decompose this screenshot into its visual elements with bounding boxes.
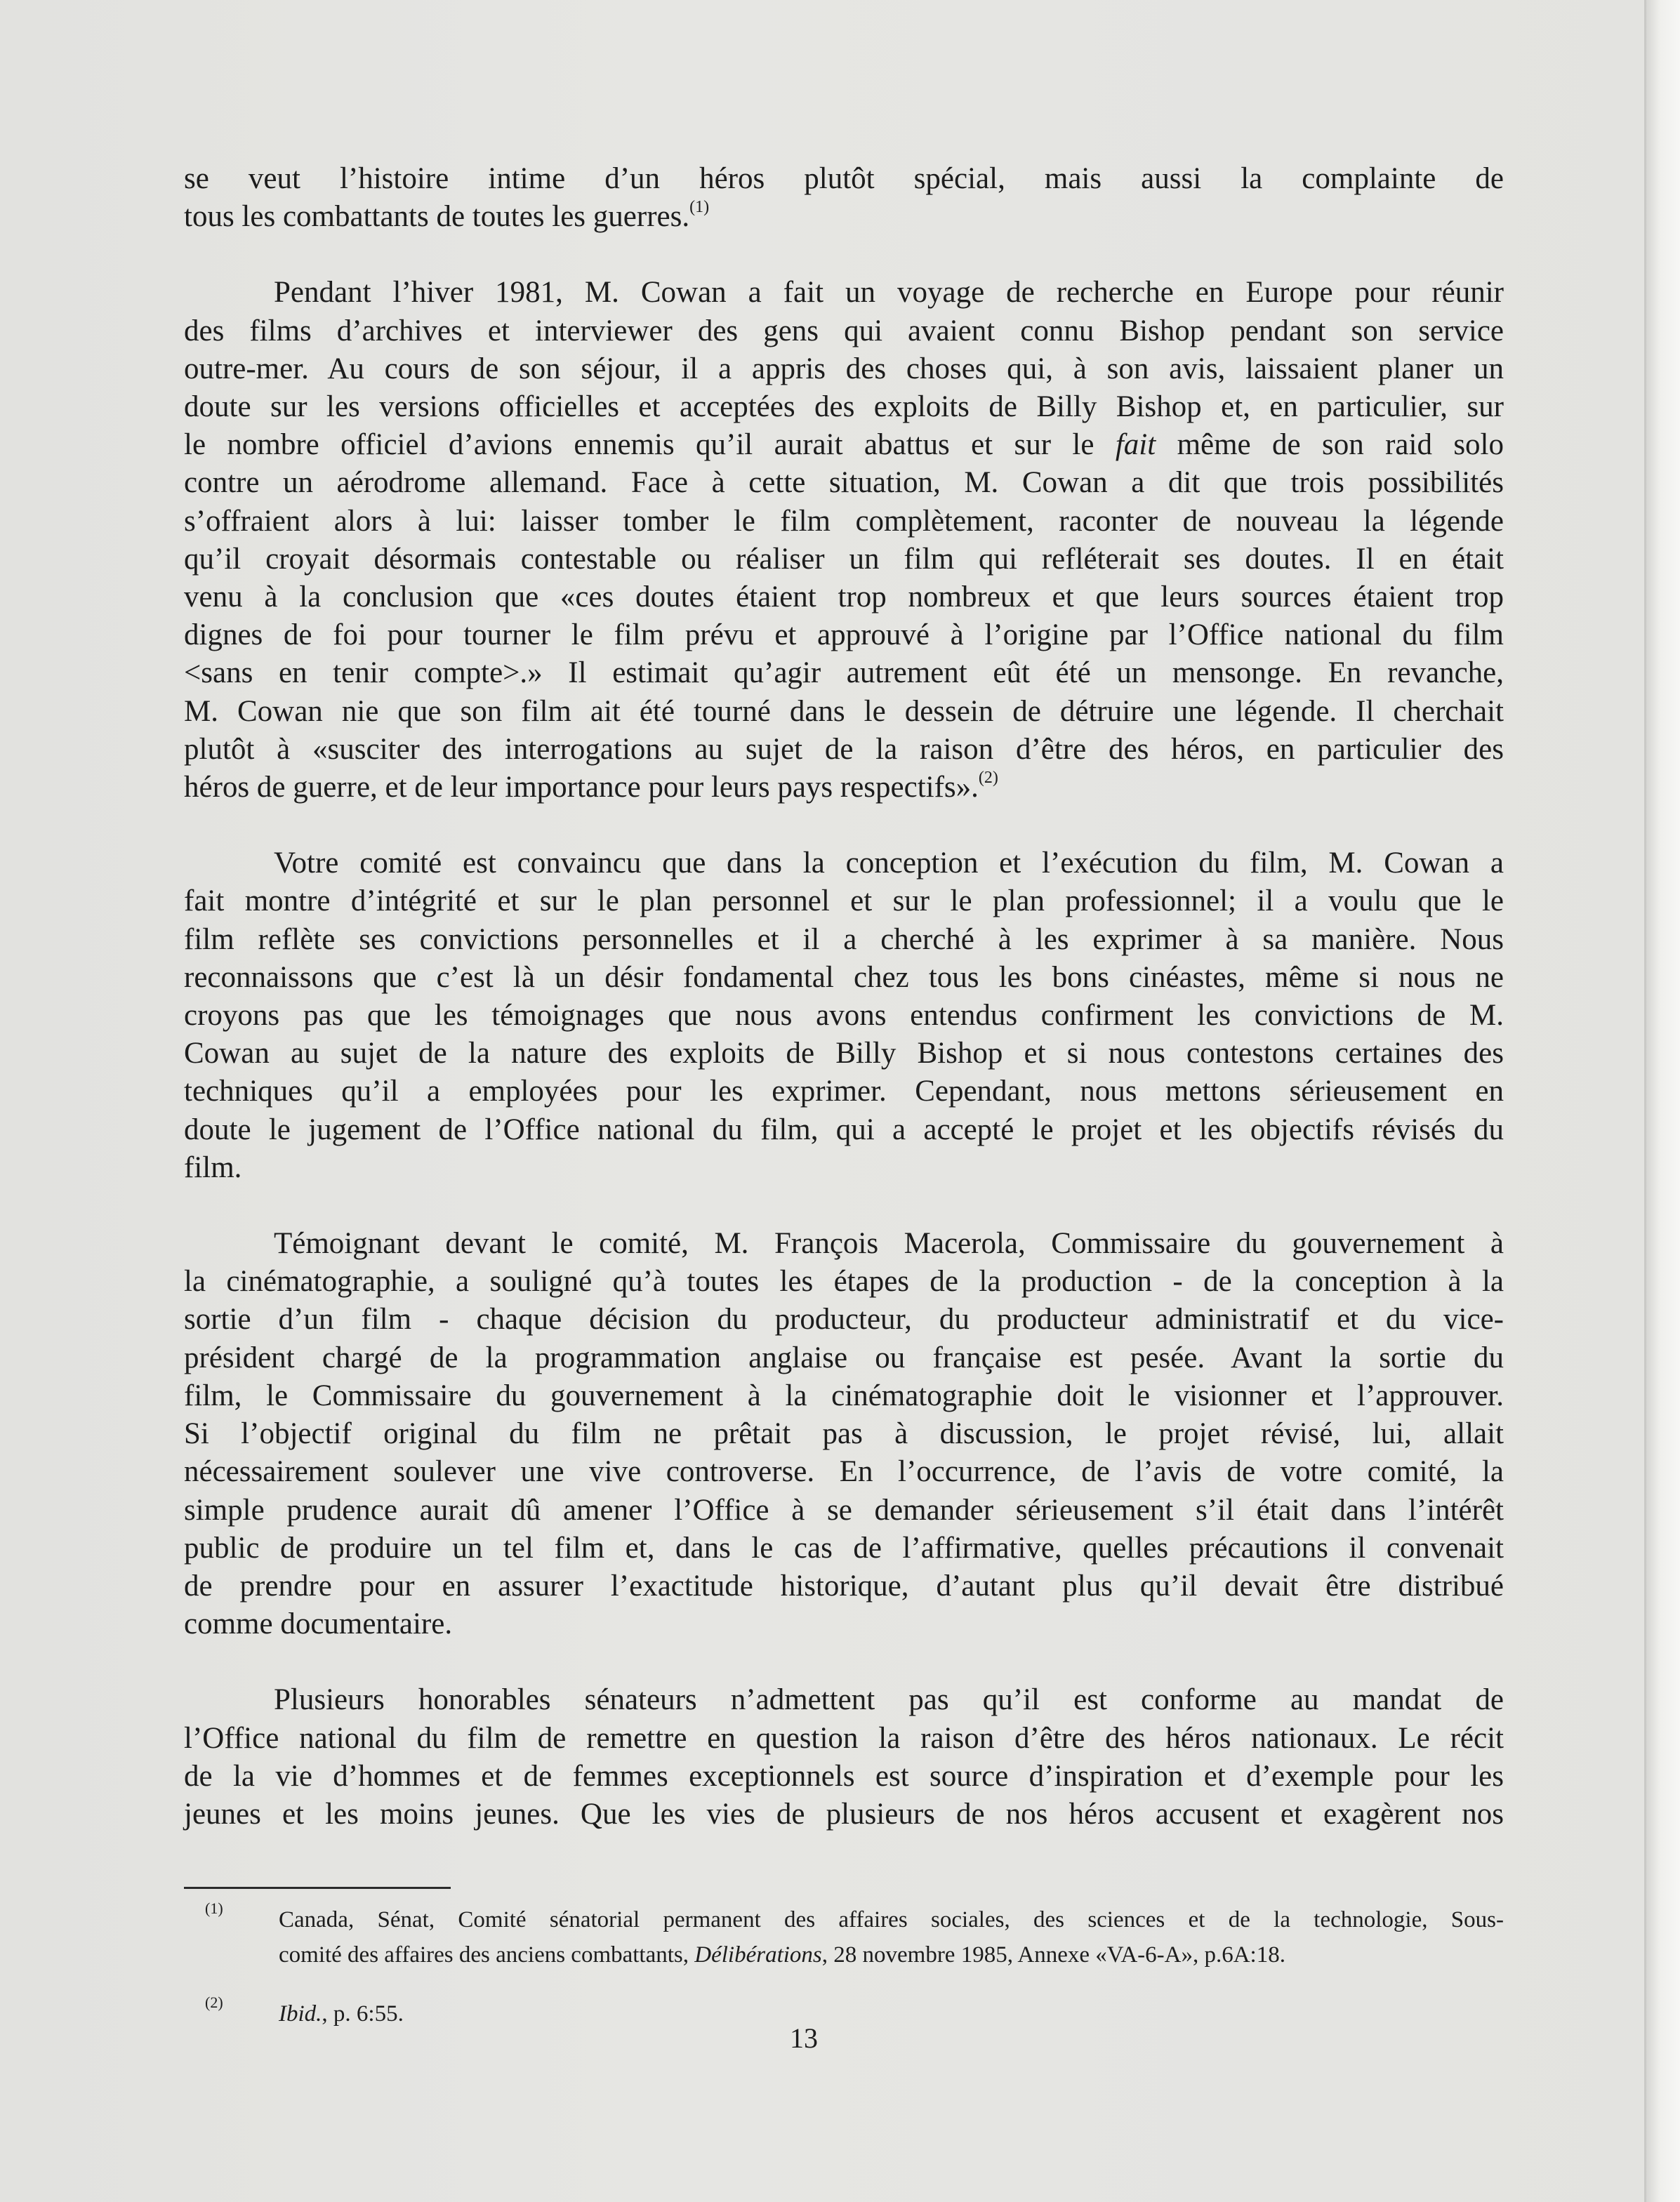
text-line: la cinématographie, a souligné qu’à toutes les étapes de la production - de la conception à la [184,1265,1504,1299]
text-line: <sans en tenir compte>.» Il estimait qu’agir autrement eût été un mensonge. En revanche, [184,656,1504,690]
text-line: plutôt à «susciter des interrogations au sujet de la raison d’être des héros, en particulier des [184,732,1504,766]
text-line-content: tous les combattants de toutes les guerres. [184,200,690,234]
footnote-text: , p. 6:55. [322,2001,404,2027]
text-line: fait montre d’intégrité et sur le plan personnel et sur le plan professionnel; il a voulu que le [184,884,1504,918]
text-line: venu à la conclusion que «ces doutes étaient trop nombreux et que leurs sources étaient trop [184,581,1504,614]
text-line: film. [184,1150,242,1184]
text-line: Plusieurs honorables sénateurs n’admettent pas qu’il est conforme au mandat de [274,1683,1504,1717]
footnote-text: comité des affaires des anciens combattants, [279,1942,695,1968]
text-line: se veut l’histoire intime d’un héros plutôt spécial, mais aussi la complainte de [184,162,1504,195]
text-line: jeunes et les moins jeunes. Que les vies de plusieurs de nos héros accusent et exagèrent nos [184,1797,1504,1831]
text-line-content: héros de guerre, et de leur importance pour leurs pays respectifs». [184,771,979,804]
paragraph-2 [184,274,1504,807]
text-line: s’offraient alors à lui: laisser tomber le film complètement, raconter de nouveau la légende [184,504,1504,538]
footnote-text: , 28 novembre 1985, Annexe «VA-6-A», p.6A:18. [821,1942,1285,1968]
paragraph-3 [184,844,1504,1187]
text-line: Si l’objectif original du film ne prêtait pas à discussion, le projet révisé, lui, allait [184,1417,1504,1451]
text-line: public de produire un tel film et, dans le cas de l’affirmative, quelles précautions il convenait [184,1531,1504,1565]
text-line: dignes de foi pour tourner le film prévu et approuvé à l’origine par l’Office national du film [184,618,1504,652]
text-line: reconnaissons que c’est là un désir fondamental chez tous les bons cinéastes, même si nous ne [184,960,1504,994]
text-line: techniques qu’il a employées pour les exprimer. Cependant, nous mettons sérieusement en [184,1075,1504,1108]
footnote-line [279,1937,1504,1972]
text-line: comme documentaire. [184,1607,453,1641]
text-line: de la vie d’hommes et de femmes exceptionnels est source d’inspiration et d’exemple pour les [184,1759,1504,1793]
text-line [184,426,1504,464]
text-line-content: même de son raid solo [1156,428,1504,462]
footnote-ref: (1) [689,198,710,217]
text-line: l’Office national du film de remettre en question la raison d’être des héros nationaux. Le récit [184,1721,1504,1755]
footnote-separator [184,1887,451,1889]
paragraph-4 [184,1225,1504,1643]
text-line: nécessairement soulever une vive controverse. En l’occurrence, de l’avis de votre comité, la [184,1455,1504,1489]
text-line: doute sur les versions officielles et acceptées des exploits de Billy Bishop et, en particulier, sur [184,390,1504,424]
text-line: qu’il croyait désormais contestable ou réaliser un film qui refléterait ses doutes. Il en était [184,542,1504,576]
text-line: de prendre pour en assurer l’exactitude historique, d’autant plus qu’il devait être distribué [184,1569,1504,1603]
text-line: croyons pas que les témoignages que nous avons entendus confirment les convictions de M. [184,999,1504,1033]
footnote-1 [184,1899,1504,1972]
text-line: film reflète ses convictions personnelles et il a cherché à les exprimer à sa manière. Nous [184,922,1504,956]
page-edge [1644,0,1680,2202]
text-line [184,198,1504,236]
footnote-mark: (2) [205,1994,223,2011]
text-line: simple prudence aurait dû amener l’Office à se demander sérieusement s’il était dans l’intérêt [184,1493,1504,1527]
text-line: Votre comité est convaincu que dans la conception et l’exécution du film, M. Cowan a [274,847,1504,880]
footnote-line [279,1996,1504,2031]
footnote-ref: (2) [978,769,998,788]
text-line: contre un aérodrome allemand. Face à cette situation, M. Cowan a dit que trois possibilités [184,466,1504,500]
footnote-line: Canada, Sénat, Comité sénatorial permanent des affaires sociales, des sciences et de la technologie, Sous- [279,1907,1504,1932]
text-line: sortie d’un film - chaque décision du producteur, du producteur administratif et du vice- [184,1303,1504,1337]
text-line-content: le nombre officiel d’avions ennemis qu’il aurait abattus et sur le [184,428,1116,462]
paragraph-5 [184,1681,1504,1833]
body-text [184,160,1504,1871]
text-line [184,769,1504,807]
italic-word: fait [1115,428,1156,462]
text-line: doute le jugement de l’Office national du film, qui a accepté le projet et les objectifs révisés du [184,1113,1504,1146]
paragraph-1 [184,160,1504,236]
footnote-mark: (1) [205,1899,223,1917]
footnote-italic: Délibérations [694,1942,822,1968]
text-line: outre-mer. Au cours de son séjour, il a appris des choses qui, à son avis, laissaient planer un [184,352,1504,385]
footnotes [184,1899,1504,2055]
text-line: film, le Commissaire du gouvernement à la cinématographie doit le visionner et l’approuver. [184,1379,1504,1412]
text-line: Pendant l’hiver 1981, M. Cowan a fait un voyage de recherche en Europe pour réunir [274,276,1504,310]
text-line: Cowan au sujet de la nature des exploits de Billy Bishop et si nous contestons certaines des [184,1037,1504,1070]
footnote-italic: Ibid. [279,2001,322,2027]
text-line: des films d’archives et interviewer des gens qui avaient connu Bishop pendant son service [184,314,1504,347]
text-line: président chargé de la programmation anglaise ou française est pesée. Avant la sortie du [184,1341,1504,1374]
footnote-2 [184,1996,1504,2031]
text-line: M. Cowan nie que son film ait été tourné dans le dessein de détruire une légende. Il cherchait [184,694,1504,728]
page-number: 13 [790,2022,818,2054]
text-line: Témoignant devant le comité, M. François Macerola, Commissaire du gouvernement à [274,1227,1504,1261]
